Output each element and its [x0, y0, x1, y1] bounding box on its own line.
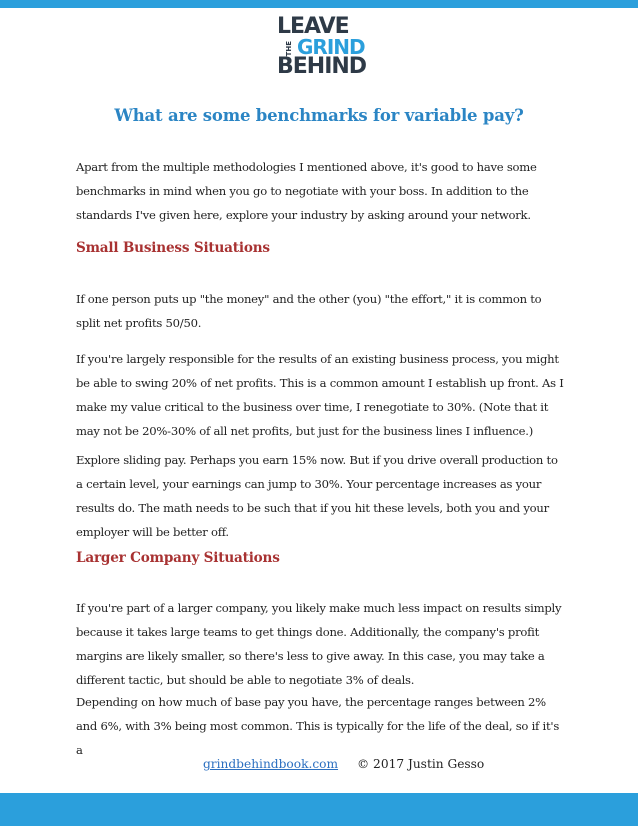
- larger-company-paragraph-1: If you're part of a larger company, you likely make much less impact on results simply because it takes large teams to get things done. Additionally, the company's profit margins are likely smaller, so there's less to give away. In this case, you may take a different tactic, but should be able to negotiate 3% of deals.: [76, 601, 562, 687]
- bottom-bar: [0, 793, 638, 826]
- logo-line-2: [285, 35, 365, 59]
- small-business-paragraph-1: If one person puts up "the money" and the other (you) "the effort," it is common to split net profits 50/50.: [76, 292, 542, 330]
- logo-the: THE: [285, 41, 293, 57]
- footer-copyright: © 2017 Justin Gesso: [357, 757, 485, 771]
- logo-line-1: LEAVE: [277, 14, 349, 39]
- leave-the-grind-behind-logo: [277, 14, 367, 79]
- logo-grind: GRIND: [297, 35, 365, 59]
- larger-company-paragraph-2: Depending on how much of base pay you have, the percentage ranges between 2% and 6%, with 3% being most common. This is typically for the life of the deal, so if it's a: [76, 695, 560, 757]
- footer-website-link[interactable]: grindbehindbook.com: [203, 757, 339, 771]
- page-title: What are some benchmarks for variable pay?: [114, 106, 524, 125]
- small-business-paragraph-3: Explore sliding pay. Perhaps you earn 15% now. But if you drive overall production to a certain level, your earnings can jump to 30%. Your percentage increases as your results do. The math needs to be such that if you hit these levels, both you and your employer will be better off.: [76, 453, 558, 539]
- top-bar: [0, 0, 638, 8]
- intro-paragraph: Apart from the multiple methodologies I mentioned above, it's good to have some benchmarks in mind when you go to negotiate with your boss. In addition to the standards I've given here, explore your industry by asking around your network.: [76, 160, 537, 222]
- section-heading-small-business: Small Business Situations: [76, 240, 270, 256]
- logo-line-3: BEHIND: [277, 54, 367, 79]
- small-business-paragraph-2: If you're largely responsible for the results of an existing business process, you might be able to swing 20% of net profits. This is a common amount I establish up front. As I make my value critical to the business over time, I renegotiate to 30%. (Note that it may not be 20%-30% of all net profits, but just for the business lines I influence.): [76, 352, 564, 438]
- section-heading-larger-company: Larger Company Situations: [76, 550, 280, 566]
